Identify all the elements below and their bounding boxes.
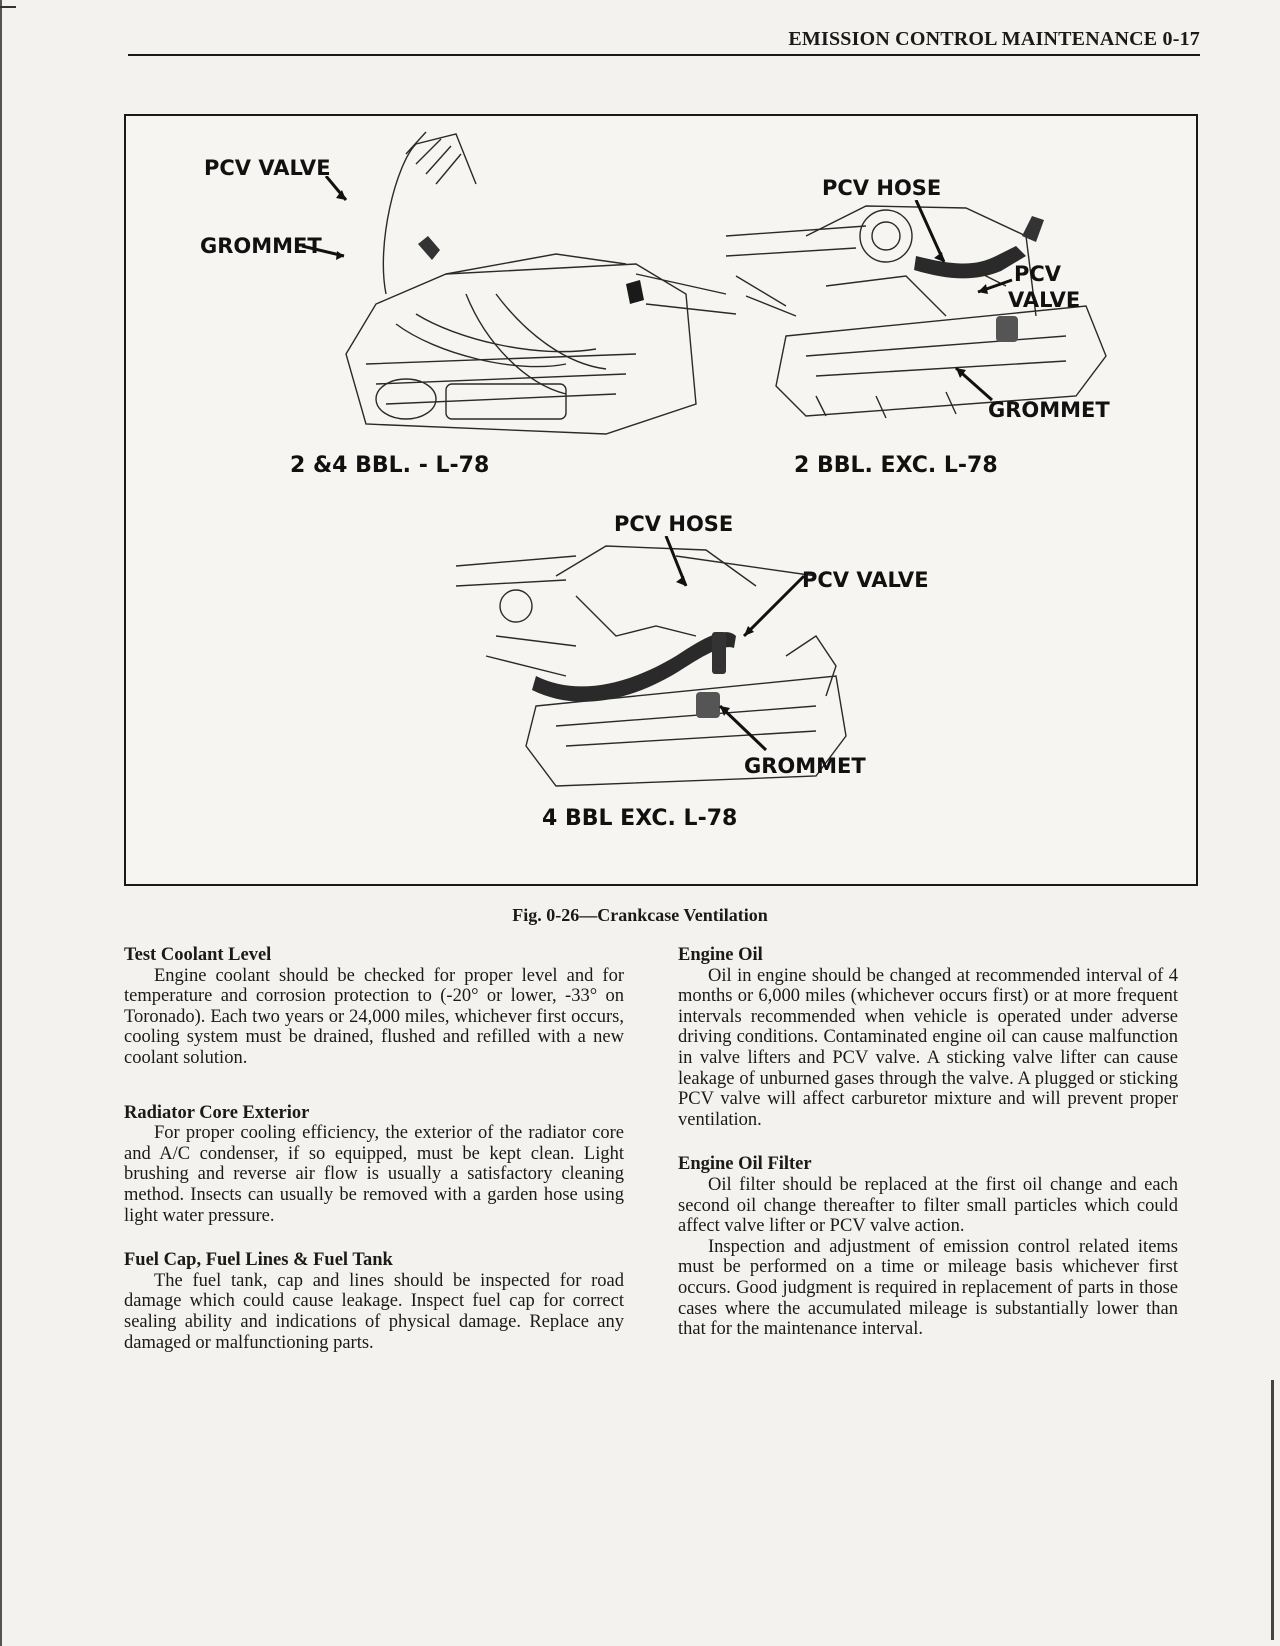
view-label-l78: 2 &4 BBL. - L-78 <box>290 453 490 478</box>
figure-panel <box>124 114 1198 886</box>
left-column <box>124 945 624 1377</box>
view-label-4bbl: 4 BBL EXC. L-78 <box>542 806 738 831</box>
page-header <box>128 22 1200 56</box>
section-body-continued: Inspection and adjustment of emission control related items must be performed on a time or mileage basis whichever first occurs. Good judgment is required in replacement of parts in those cases where the accumulated mileage is substantially lower than that for the maintenance interval. <box>678 1236 1178 1340</box>
arrow-l78 <box>286 176 376 266</box>
binding-edge <box>0 0 2 1646</box>
callout-pcv-hose-4bbl: PCV HOSE <box>614 512 734 536</box>
page-edge-shadow <box>1271 1380 1274 1640</box>
section-heading: Engine Oil Filter <box>678 1154 812 1175</box>
arrow-4bbl <box>646 536 826 756</box>
page-header-title: EMISSION CONTROL MAINTENANCE 0-17 <box>788 28 1200 50</box>
right-column <box>678 945 1178 1364</box>
engine-illustration-l78 <box>306 124 756 444</box>
section-fuel-cap-lines-tank <box>124 1250 624 1353</box>
section-body: Oil filter should be replaced at the first oil change and each second oil change thereafter to filter small particles which could affect valve lifter or PCV valve action. <box>678 1174 1178 1237</box>
figure-caption: Fig. 0-26—Crankcase Ventilation <box>512 905 768 925</box>
section-body: Oil in engine should be changed at recommended interval of 4 months or 6,000 miles (whichever occurs first) or at more frequent intervals recommended when vehicle is operated under adverse driving conditions. Contaminated engine oil can cause malfunction in valve lifters and PCV valve. A sticking valve lifter can cause leakage of unburned gases through the valve. A plugged or sticking PCV valve will affect carburetor mixture and will prevent proper ventilation. <box>678 965 1178 1130</box>
callout-grommet-2bbl: GROMMET <box>988 398 1110 422</box>
view-label-2bbl: 2 BBL. EXC. L-78 <box>794 453 998 478</box>
section-test-coolant-level <box>124 945 624 1069</box>
callout-pcv-valve-l78: PCV VALVE <box>204 156 331 180</box>
callout-pcv-hose-2bbl: PCV HOSE <box>822 176 942 200</box>
section-body: For proper cooling efficiency, the exterior of the radiator core and A/C condenser, if so equipped, must be kept clean. Light brushing and reverse air flow is usually a satisfactory cleaning method. Insects can usually be removed with a garden hose using light water pressure. <box>124 1123 624 1226</box>
callout-pcv-2bbl: PCV <box>1014 262 1062 286</box>
section-heading: Engine Oil <box>678 945 763 965</box>
callout-grommet-l78: GROMMET <box>200 234 322 258</box>
arrow-2bbl <box>906 200 1016 410</box>
callout-grommet-4bbl: GROMMET <box>744 754 866 778</box>
section-heading: Radiator Core Exterior <box>124 1102 310 1123</box>
section-heading: Fuel Cap, Fuel Lines & Fuel Tank <box>124 1250 393 1271</box>
section-radiator-core-exterior <box>124 1103 624 1227</box>
callout-valve-2bbl: VALVE <box>1008 288 1081 312</box>
binding-tick <box>0 6 16 8</box>
section-body: The fuel tank, cap and lines should be inspected for road damage which could cause leakage. Inspect fuel cap for correct sealing ability and indications of physical damage. Replace any damaged or malfunctioning parts. <box>124 1270 624 1353</box>
section-body: Engine coolant should be checked for proper level and for temperature and corrosion protection to (-20° or lower, -33° on Toronado). Each two years or 24,000 miles, whichever first occurs, cooling system must be drained, flushed and refilled with a new coolant solution. <box>124 965 624 1068</box>
section-engine-oil <box>678 945 1178 1130</box>
callout-pcv-valve-4bbl: PCV VALVE <box>802 568 929 592</box>
section-heading: Test Coolant Level <box>124 945 272 965</box>
section-engine-oil-filter <box>678 1154 1178 1339</box>
